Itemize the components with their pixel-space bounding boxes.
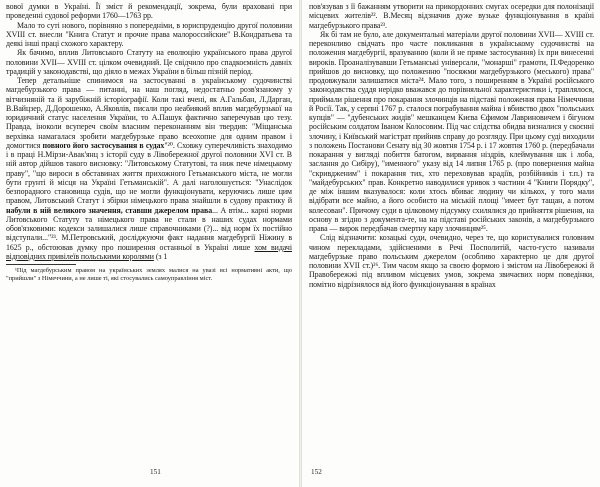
paragraph-text: (з 1 [155,251,168,261]
paragraph: Слід відзначити: козацькі суди, очевидно, через те, що користувалися головним чином перекладами, здійсненими в Речі Посполитій, часто-густо називали магдебурзьке право польським джерелом (особливо характерно це для другої половини XVII ст.)²⁶. Тим часом якщо за своєю формою і змістом на Лівобережжі й Правобережжі під впливом місцевих умов, зокрема звичаєвих норм поведінки, помітно відрізнялося від його функціонування в країнах [309,233,594,289]
underlined-phrase: хом видачі відповідних привілеїв польськими королями [6,242,292,261]
right-page [303,2,598,482]
footnote-rule [6,264,76,265]
bold-phrase: повного його застосування в судах [42,140,165,150]
paragraph: пов'язував з її бажанням утворити на прикордонних смугах осередки для полонізації місцевих жителів²². В.Месяц відзначив дуже вузьке функціонування в країні магдебурзького права²³. [309,2,594,30]
page-number: 151 [150,468,161,476]
paragraph-text: "²⁰. Сховжу суперечливість знаходимо і в праці Н.Мірзи-Авак'янц з історії суду в Лівобережної другої половини XVI ст. В ній автор дійшов такого висновку: "Литовському Статутові, та ниж пече німецькому праву", "що вироси в обставинах життя прихожного Гетьманського міста, не могли бути грунті й місця на Україні Гетьманській". А далі наголошується: "Унаслідок безпорадного становища судів, що не могли функціонувати, керуючись лише цим правом, Литовський Статут і збірки німецького права знайшли в судову практику й [6,140,292,206]
paragraph: вової думки в Україні. Її зміст й рекомендації, зокрема, були враховані при проведенні судової реформи 1760—1763 рр. [6,2,292,21]
paragraph: Як бачимо, вплив Литовського Статуту на еволюцію українського права другої половини XVII— XVIII ст. цілком очевидний. Це свідчило про спадкоємність давніх традицій у законодавстві, що діяло в межах України в більш пізній період. [6,48,292,76]
footnote: ¹Під магдебурським правом на українських землях малися на увазі всі нормативні акти, що "прийшли" з Німеччини, а не лише ті, які стосувались самоуправління міст. [6,267,292,282]
book-gutter [299,0,302,487]
page-number: 152 [311,468,322,476]
paragraph-text: Тепер детальніше спинимося на застосуванні в українському судочинстві магдебурзького права — питанні, на наш погляд, недостатньо розв'язаному у вітчизняній та й зарубіжній історіографії. Коли такі вчені, як А.Гальбан, Л.Дарган, В.Вайцзер, Д.Дорошенко, А.Яковлів, писали про неабиякий вплив магдебурзької на юридичний статус населення України, то А.Пашук фактично заперечував цю тезу. Правда, іноколи всупереч своїм власним переконанням він твердив: "Міщанська верхівка намагалася зробити магдебурзьке право всеохопне для одним правом і домогтися [6,76,292,150]
paragraph-text: ... А втім... карні норми Литовського Статуту та німецького права не стали в наших судах нормами обов'язковими: кодекси залишалися лише справочниками (?)... від норм їх постійно відступали..."²³. М.Петровський, досліджуючи факт надання магдебургії Ніжину в 1625 р., обстоював думку про поширення останньої в Україні лише [6,205,292,252]
paragraph: Як бі там не було, але документальні матеріали другої половини XVII— XVIII ст. переконливо свідчать про часте покликання в українському судочинстві на положення магдебургії, вразуванню (коли й не пряме застосування) їх при винесенні вироків. Проаналізувавши Гетьманські універсали, "монарші" грамоти, П.Федоренко прийшов до висновку, що положенню "посяжми магдебурзького (меського) права" продовжували залишатися міста²⁴. Мало того, з поширенням в Україні російського законодавства суддя нерідко вважався до порівняльної характеристики і, траплялося, приймали рішення про покарання злочинців на підставі положення права Німеччини й Росії. Так, у серпні 1767 р. сталося пограбування майна і вбивство двох "польських купців" — "дубенських жидів" мешканцем Києва Єфимом Лавриновичем і бігуном російським солдатом Іваном Колосовим. Під час слідства обидва визналися у скоєнні злочину, і Київський магістрат прийняв справу до розгляду. При цьому суді виходили з положень Постанови Сенату від 30 жовтня 1754 р. і 17 жовтня 1760 р. (передбачали покарання у вигляді побиття батогом, вирвання ніздрів, клеймування шк і лоба, заслання до Сибіру), "именного" указу від 14 липня 1765 р. (про повернення майна "скривдженим" і покарання тих, хто переховував крадіїв, розбійників і т.п.) та "майдебурських" прав. Конкретно наводилися уривок з частини 4 "Книги Порядку", де між іншим вказувалося: коли хтось вбиває людину чи кількох, у того мали відібрати все майно, а його особисто на міській площі "имеет бут тащан, а потом колесован". Причому суди в цілковому підсумку схилялися до прийняття рішення, на основу в згідно з документа-те, на на підставі російських законів, а магдебурзького права — вирок передбачав смертну кару злочинцям²⁵. [309,29,594,233]
paragraph [6,76,292,261]
bold-phrase: набули в ній великого значення, ставши джерелом права [6,205,213,215]
paragraph: Мало то суті нового, порівняно з попередніми, в юриспруденцію другої половини XVIII ст. внесли "Книга Статут и прочие права малороссийские" В.Кондратьева та деякі інші праці схожого характеру. [6,20,292,48]
left-page [2,2,298,482]
